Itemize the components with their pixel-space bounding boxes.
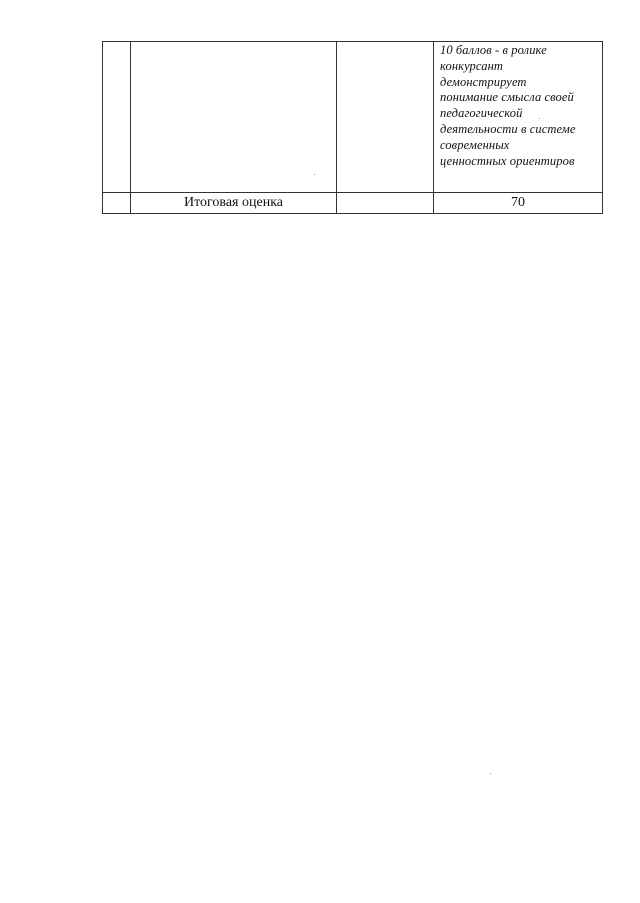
scan-speck [314, 174, 315, 175]
criteria-description-cell [434, 42, 603, 193]
total-number-cell [103, 193, 131, 214]
score-cell [337, 42, 434, 193]
total-max-points-cell: 70 [434, 193, 603, 214]
indicator-cell [131, 42, 337, 193]
evaluation-table [102, 41, 603, 214]
table-row [103, 42, 603, 193]
total-label-cell: Итоговая оценка [131, 193, 337, 214]
scan-speck [539, 118, 540, 119]
row-number-cell [103, 42, 131, 193]
total-score-cell [337, 193, 434, 214]
scan-speck [490, 773, 491, 774]
total-row [103, 193, 603, 214]
criteria-description-text: 10 баллов - в ролике конкурсант демонстрирует понимание смысла своей педагогической деятельности в системе современных ценностных ориентиров [440, 43, 576, 168]
